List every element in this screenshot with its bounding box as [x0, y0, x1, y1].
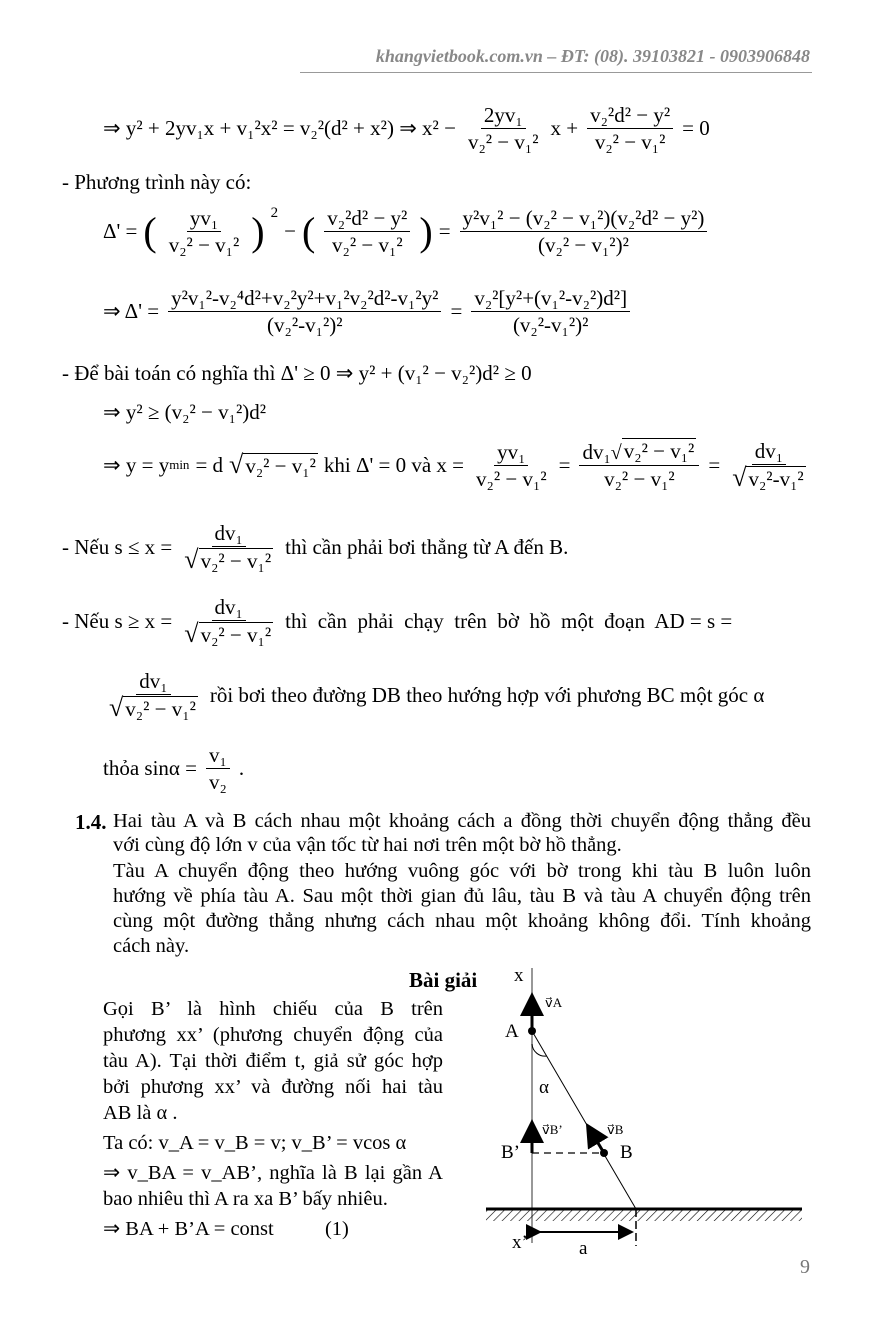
eq-text: thì cần phải bơi thẳng từ A đến B. — [285, 534, 569, 559]
text-line: ⇒ v_BA = v_AB’, nghĩa là B lại gần A — [103, 1162, 443, 1184]
fraction: dv₁ √ v₂² − v₁² — [109, 669, 196, 723]
fraction: $\frac{\text{v₁}}{\text{v₂}}$ — [206, 742, 230, 796]
text-line: AB là α . — [103, 1102, 178, 1124]
solution-title: Bài giải — [409, 968, 478, 992]
paren: ) — [419, 208, 433, 254]
eq-text: Δ' = — [103, 219, 138, 244]
text-line: cách này. — [113, 935, 190, 957]
fraction: $\frac{\text{v₂²d² − y²}}{\text{v₂² − v₁²}}$ — [587, 102, 673, 156]
fraction: v₂²d² − y² v₂² − v₁² — [324, 205, 410, 259]
eq-text: = 0 — [682, 116, 710, 141]
eq-text: thỏa sinα = — [103, 756, 198, 781]
eq-text: khi Δ' = 0 và x = — [323, 452, 465, 477]
label-x-prime: x’ — [512, 1232, 528, 1253]
point-A — [528, 1027, 536, 1035]
eq-text: = — [708, 452, 721, 477]
label-vB-prime: v⃗B’ — [542, 1122, 563, 1137]
eq-text: x + — [550, 116, 579, 141]
text-line: Hai tàu A và B cách nhau một khoảng cách a đồng thời chuyển động thẳng đều — [113, 810, 811, 832]
paren: ( — [143, 208, 157, 254]
eq-text: − — [284, 219, 296, 244]
shore-hatch — [486, 1210, 802, 1221]
label-vA: v⃗A — [545, 995, 563, 1010]
eq-text: - Nếu s ≤ x = — [62, 534, 173, 559]
eq-text: ⇒ y = y — [103, 452, 170, 477]
eq-text: - Nếu s ≥ x = — [62, 608, 173, 633]
eq-text: ⇒ Δ' = — [103, 299, 160, 324]
fraction: $\frac{\text{2yv₁}}{\text{v₂² − v₁²}}$ — [467, 103, 539, 155]
fraction: dv₁ √ v₂²-v₁² — [732, 439, 804, 493]
eq-text: rồi bơi theo đường DB theo hướng hợp với phương BC một góc α — [209, 682, 765, 707]
problem-number: 1.4. — [75, 810, 107, 834]
sqrt: √ v₂² − v₁² — [229, 450, 316, 480]
text-line: ⇒ BA + B’A = const (1) — [103, 1218, 349, 1240]
eq-text: = — [558, 452, 571, 477]
paren: ) — [251, 208, 265, 254]
fraction: $\frac{\text{y²v₁²-v₂⁴d²+v₂²y²+v₁²v₂²d²-v₁²y²}}{\text{(v₂²-v₁²)²}}$ — [168, 285, 441, 339]
subscript: min — [169, 457, 190, 473]
text-line: bởi phương xx’ và đường nối hai tàu — [103, 1076, 443, 1098]
text-line: cùng một đường thẳng nhưng cách nhau một khoảng không đổi. Tính khoảng — [113, 910, 811, 932]
text-line: Ta có: v_A = v_B = v; v_B’ = vcos α — [103, 1132, 407, 1154]
fraction: dv₁ √ v₂² − v₁² v₂² − v₁² — [579, 438, 699, 493]
eq-text: . — [238, 756, 245, 781]
fraction: $\frac{\text{yv₁}}{\text{v₂² − v₁²}}$ — [476, 439, 547, 491]
page-header: khangvietbook.com.vn – ĐT: (08). 39103821 - 0903906848 — [375, 46, 810, 66]
label-A: A — [505, 1021, 519, 1042]
fraction: yv₁ v₂² − v₁² — [168, 206, 240, 258]
eq-text: ⇒ y² ≥ (v₂² − v₁²)d² — [103, 400, 267, 424]
label-vB: v⃗B — [607, 1122, 624, 1137]
text-line: với cùng độ lớn v của vận tốc từ hai nơi trên một bờ hồ thẳng. — [113, 834, 622, 856]
label-a: a — [579, 1238, 588, 1259]
eq-text: = — [438, 219, 451, 244]
label-B-prime: B’ — [501, 1142, 520, 1163]
fraction: $\frac{\text{v₂²[y²+(v₁²-v₂²)d²]}}{\text{(v₂²-v₁²)²}}$ — [471, 285, 630, 339]
fraction: dv₁ √ v₂² − v₁² — [184, 521, 272, 575]
paren: ( — [301, 208, 316, 254]
text-line: Tàu A chuyển động theo hướng vuông góc với bờ trong khi tàu B luôn luôn — [113, 860, 811, 882]
eq-text: = — [450, 299, 463, 324]
fraction: dv₁ √ v₂² − v₁² — [184, 595, 272, 649]
line-AB — [532, 1031, 636, 1209]
exponent: 2 — [270, 205, 279, 221]
label-B: B — [620, 1142, 633, 1163]
bullet-text: - Phương trình này có: — [62, 170, 252, 194]
label-x: x — [514, 965, 524, 986]
eq-text: ⇒ y² + 2yv₁x + v₁²x² = v₂²(d² + x²) ⇒ x² − — [103, 116, 456, 141]
bullet-text: - Để bài toán có nghĩa thì Δ' ≥ 0 ⇒ y² + (v₁² − v₂²)d² ≥ 0 — [62, 361, 532, 385]
text-line: bao nhiêu thì A ra xa B’ bấy nhiêu. — [103, 1188, 388, 1210]
vB-arrow — [589, 1128, 604, 1153]
text-line: Gọi B’ là hình chiếu của B trên — [103, 998, 443, 1020]
text-line: phương xx’ (phương chuyển động của — [103, 1024, 443, 1046]
fraction: $\frac{\text{y²v₁² − (v₂² − v₁²)(v₂²d² − y²)}}{\text{(v₂² − v₁²)²}}$ — [460, 205, 708, 259]
eq-text: = d — [195, 452, 224, 477]
label-alpha: α — [539, 1077, 549, 1098]
eq-text: thì cần phải chạy trên bờ hồ một đoạn AD = s = — [285, 608, 733, 633]
angle-arc — [532, 1044, 547, 1056]
text-line: tàu A). Tại thời điểm t, giả sử góc hợp — [103, 1050, 443, 1072]
point-B — [600, 1149, 608, 1157]
page-number: 9 — [800, 1256, 810, 1278]
text-line: hướng về phía tàu A. Sau một thời gian đủ lâu, tàu B và tàu A chuyển động trên — [113, 885, 811, 907]
